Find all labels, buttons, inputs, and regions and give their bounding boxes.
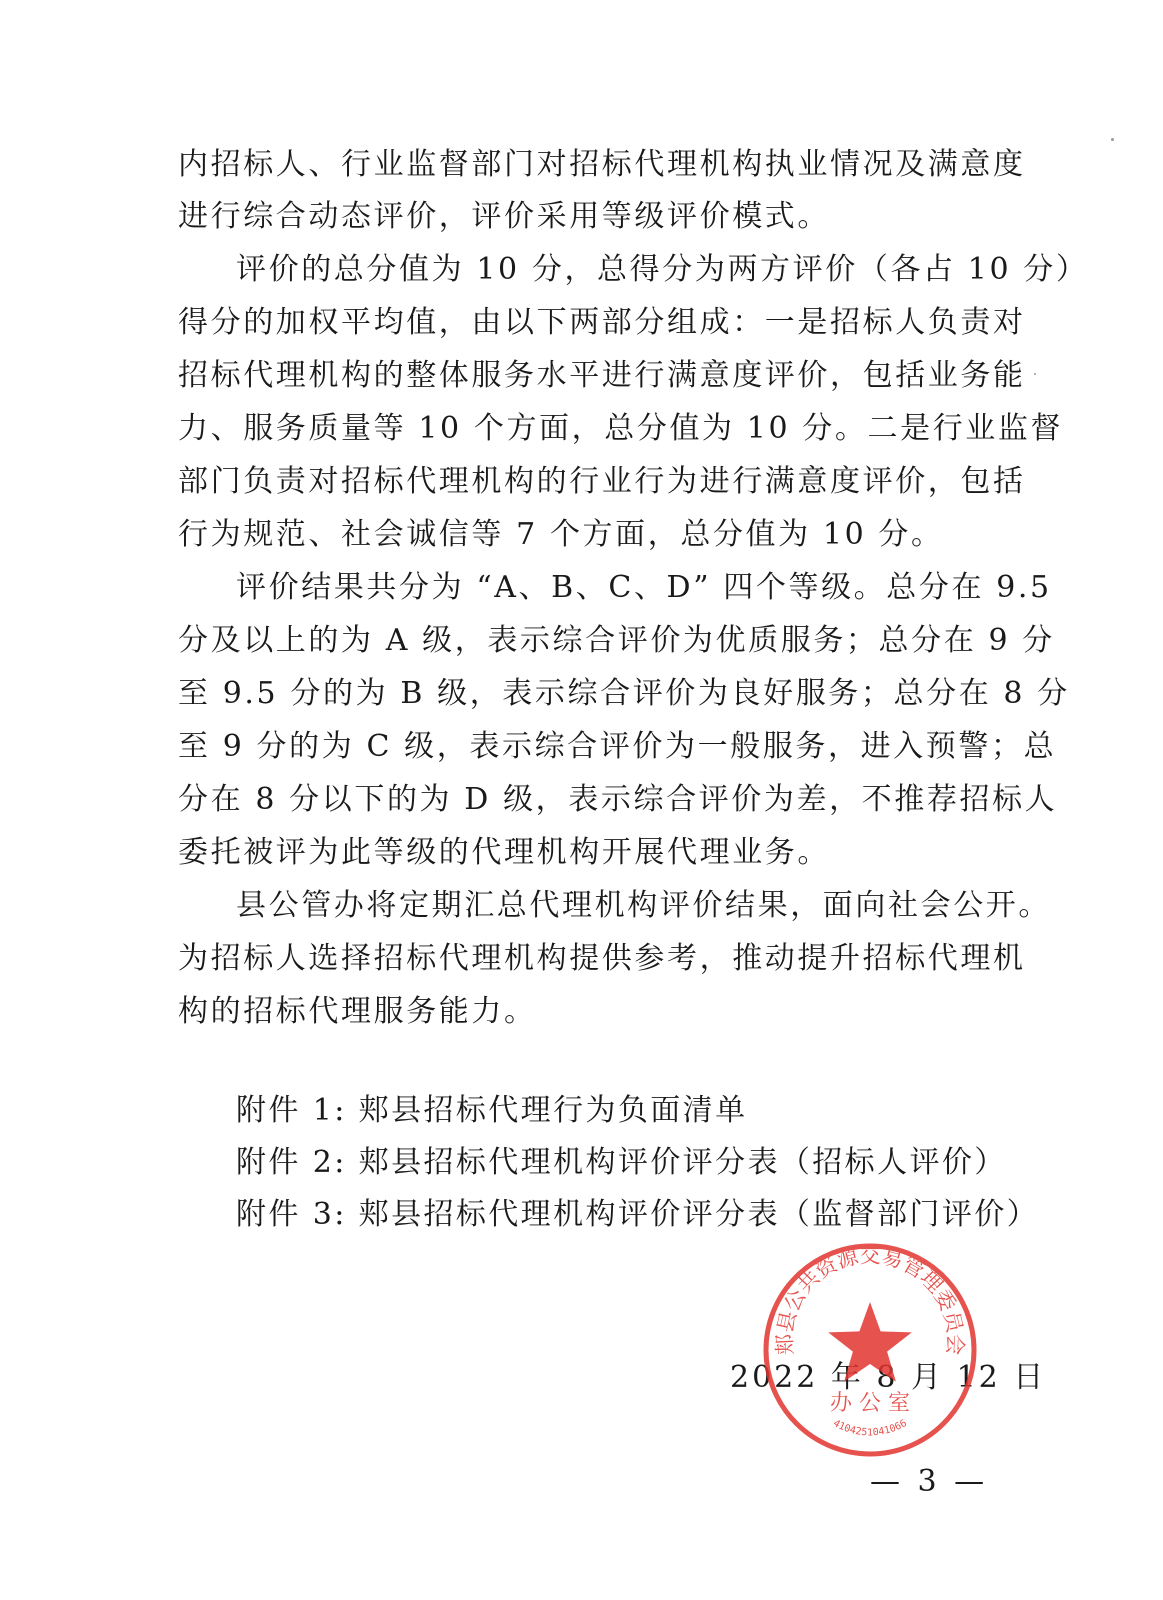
page-number: — 3 —: [870, 1464, 989, 1499]
body-text-line: 至 9 分的为 C 级，表示综合评价为一般服务，进入预警；总: [178, 729, 1057, 764]
attachment-item: 附件 2: 郏县招标代理机构评价评分表（招标人评价）: [236, 1145, 1007, 1180]
scan-speck: [1034, 373, 1036, 375]
scan-speck: [1111, 138, 1114, 141]
body-text-line: 县公管办将定期汇总代理机构评价结果，面向社会公开。: [236, 888, 1051, 923]
attachment-item: 附件 3: 郏县招标代理机构评价评分表（监督部门评价）: [236, 1197, 1040, 1232]
body-text-line: 部门负责对招标代理机构的行业行为进行满意度评价，包括: [178, 464, 1026, 499]
body-text-line: 评价结果共分为 “A、B、C、D” 四个等级。总分在 9.5: [236, 570, 1052, 605]
attachment-item: 附件 1: 郏县招标代理行为负面清单: [236, 1093, 748, 1128]
body-text-line: 构的招标代理服务能力。: [178, 994, 537, 1029]
body-text-line: 力、服务质量等 10 个方面，总分值为 10 分。二是行业监督: [178, 411, 1064, 446]
body-text-line: 分在 8 分以下的为 D 级，表示综合评价为差，不推荐招标人: [178, 782, 1058, 817]
body-text-line: 委托被评为此等级的代理机构开展代理业务。: [178, 835, 830, 870]
seal-code-text: 4104251041066: [831, 1417, 909, 1439]
body-text-line: 分及以上的为 A 级，表示综合评价为优质服务；总分在 9 分: [178, 623, 1055, 658]
body-text-line: 内招标人、行业监督部门对招标代理机构执业情况及满意度: [178, 147, 1026, 182]
body-text-line: 进行综合动态评价，评价采用等级评价模式。: [178, 199, 830, 234]
body-text-line: 招标代理机构的整体服务水平进行满意度评价，包括业务能: [178, 358, 1026, 393]
star-icon: [828, 1302, 912, 1382]
body-text-line: 至 9.5 分的为 B 级，表示综合评价为良好服务；总分在 8 分: [178, 676, 1070, 711]
document-date: 2022 年 8 月 12 日: [730, 1360, 1047, 1395]
body-text-line: 行为规范、社会诚信等 7 个方面，总分值为 10 分。: [178, 517, 944, 552]
body-text-line: 评价的总分值为 10 分，总得分为两方评价（各占 10 分）: [236, 252, 1089, 287]
seal-dept-text: 办 公 室: [830, 1391, 910, 1416]
body-text-line: 为招标人选择招标代理机构提供参考，推动提升招标代理机: [178, 941, 1026, 976]
official-seal: [760, 1240, 980, 1460]
seal-org-text: 郏县公共资源交易管理委员会: [772, 1243, 968, 1356]
body-text-line: 得分的加权平均值，由以下两部分组成：一是招标人负责对: [178, 305, 1026, 340]
